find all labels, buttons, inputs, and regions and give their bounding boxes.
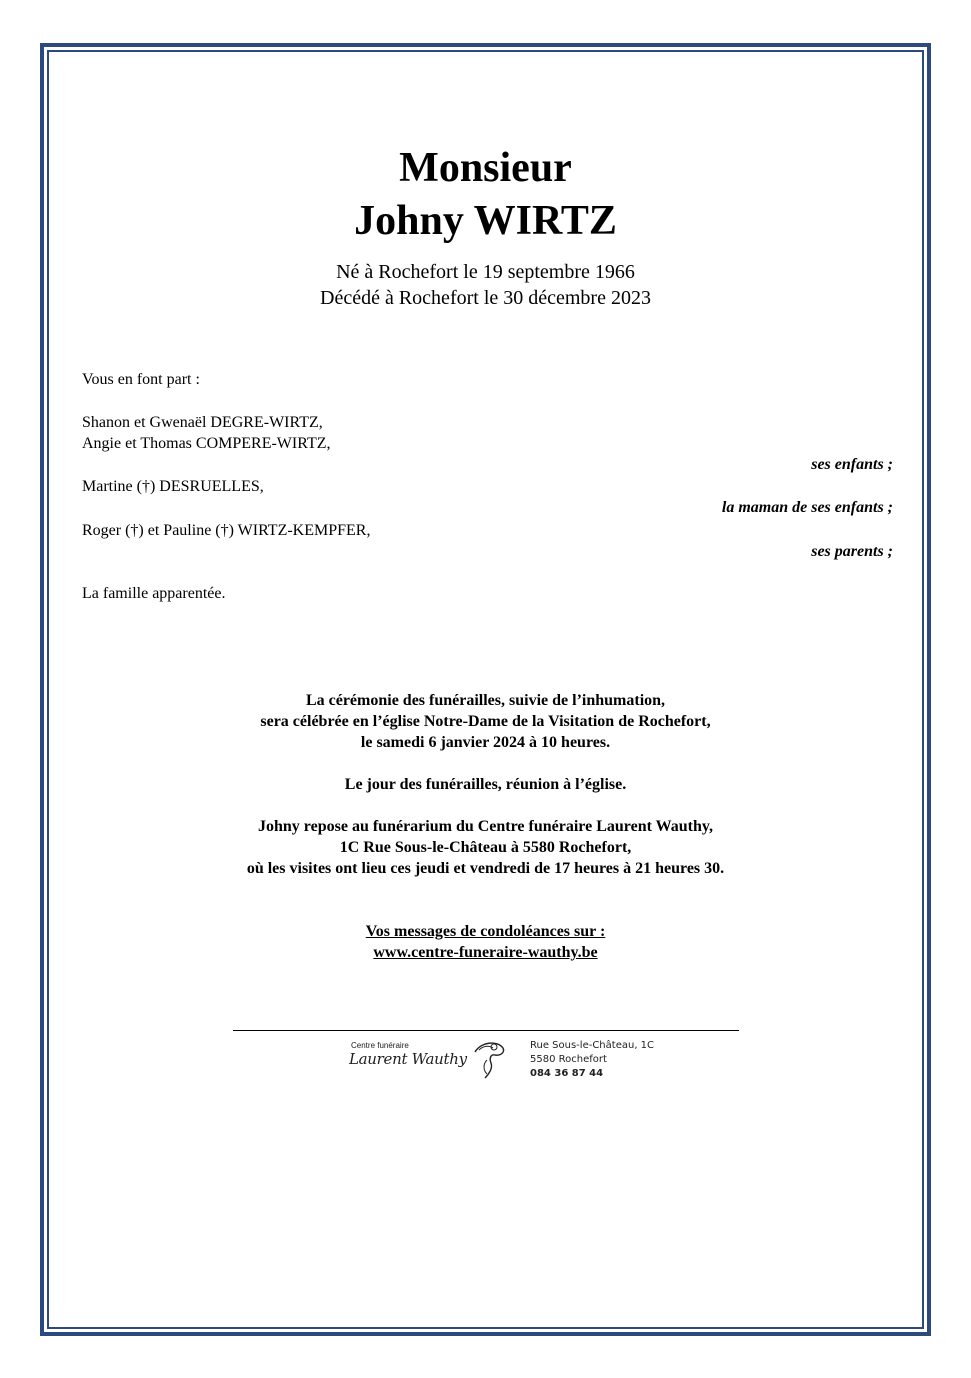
rest-line-3: où les visites ont lieu ces jeudi et vendredi de 17 heures à 21 heures 30.: [246, 860, 725, 877]
mother-role: la maman de ses enfants ;: [721, 499, 893, 516]
birth-line: Né à Rochefort le 19 septembre 1966: [336, 261, 635, 283]
ceremony-line-1: La cérémonie des funérailles, suivie de l’inhumation,: [305, 692, 666, 709]
deceased-name: Johny WIRTZ: [354, 198, 617, 244]
condolences-link[interactable]: www.centre-funeraire-wauthy.be: [373, 944, 598, 961]
children-role: ses enfants ;: [811, 456, 893, 473]
extended-family: La famille apparentée.: [82, 585, 226, 602]
parents-line: Roger (†) et Pauline (†) WIRTZ-KEMPFER,: [82, 522, 371, 539]
death-line: Décédé à Rochefort le 30 décembre 2023: [320, 287, 651, 309]
logo-subtitle: Centre funéraire: [351, 1041, 409, 1050]
mother-line: Martine (†) DESRUELLES,: [82, 478, 264, 495]
footer-divider: [233, 1030, 739, 1031]
rest-line-2: 1C Rue Sous-le-Château à 5580 Rochefort,: [339, 839, 632, 856]
ceremony-line-3: le samedi 6 janvier 2024 à 10 heures.: [360, 734, 611, 751]
footer-address-1: Rue Sous-le-Château, 1C: [530, 1040, 655, 1051]
logo-name: Laurent Wauthy: [349, 1050, 467, 1068]
meeting-line: Le jour des funérailles, réunion à l’église.: [344, 776, 627, 793]
ceremony-line-2: sera célébrée en l’église Notre-Dame de la Visitation de Rochefort,: [260, 713, 711, 730]
children-line-2: Angie et Thomas COMPERE-WIRTZ,: [82, 435, 331, 452]
announcement-intro: Vous en font part :: [82, 371, 200, 388]
honorific: Monsieur: [399, 145, 572, 191]
footer-phone: 084 36 87 44: [530, 1068, 604, 1079]
children-line-1: Shanon et Gwenaël DEGRE-WIRTZ,: [82, 414, 323, 431]
logo-figure-icon: [467, 1036, 511, 1080]
rest-line-1: Johny repose au funérarium du Centre funéraire Laurent Wauthy,: [258, 818, 713, 835]
parents-role: ses parents ;: [811, 543, 893, 560]
condolences-label: Vos messages de condoléances sur :: [365, 923, 606, 940]
footer-address-2: 5580 Rochefort: [530, 1054, 607, 1065]
